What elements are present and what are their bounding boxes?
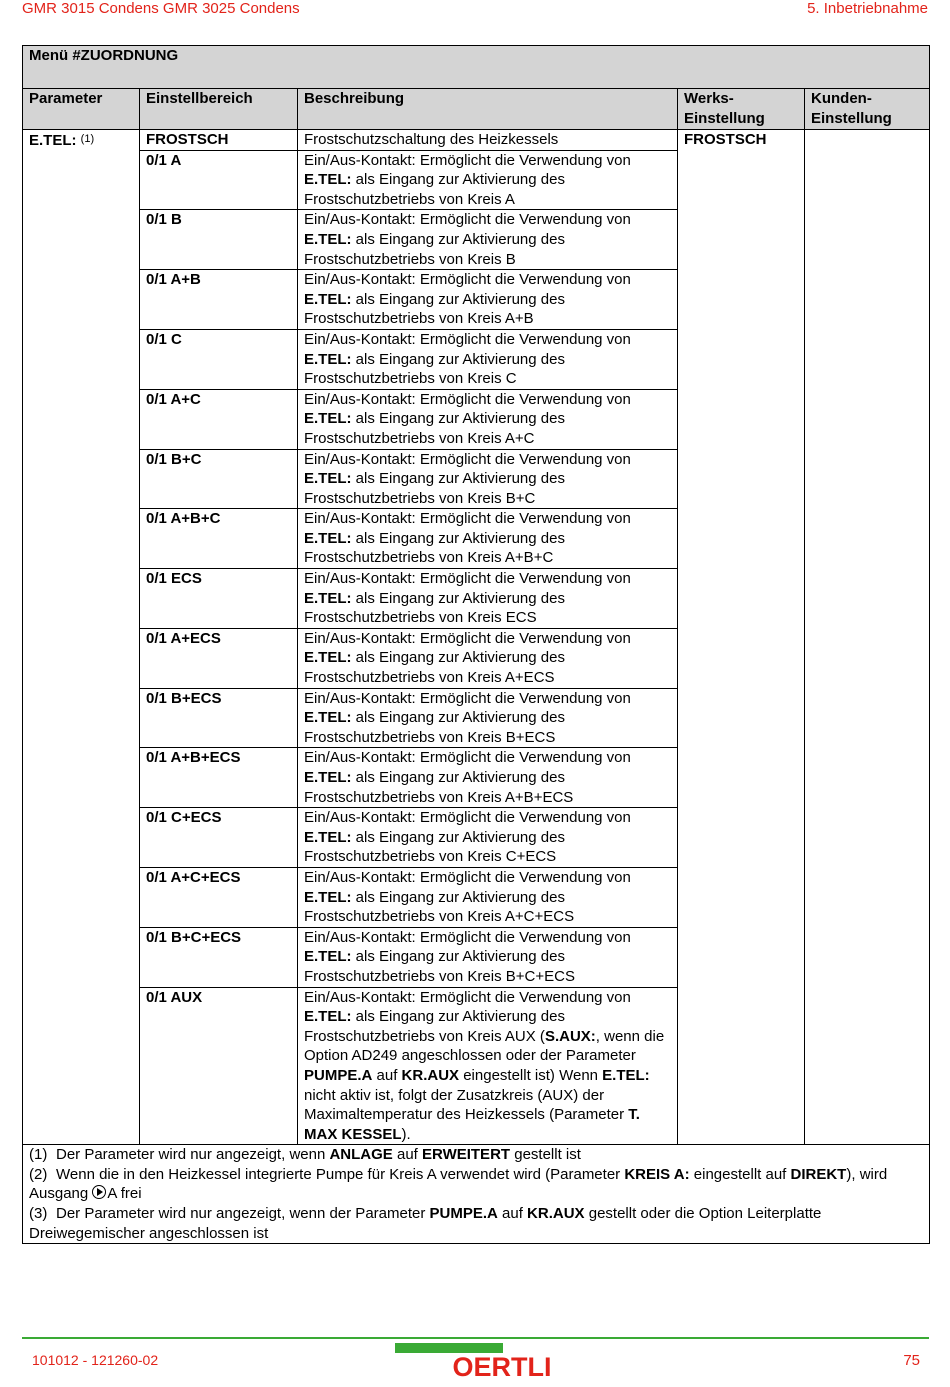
setting-value: 0/1 A+B bbox=[140, 270, 298, 330]
setting-description: Ein/Aus-Kontakt: Ermöglicht die Verwendung von E.TEL: als Eingang zur Aktivierung des Frostschutzbetriebs von Kreis C+ECS bbox=[298, 808, 678, 868]
column-header: Einstellbereich bbox=[140, 89, 298, 130]
zuordnung-table bbox=[22, 45, 930, 1244]
setting-value: 0/1 A bbox=[140, 150, 298, 210]
setting-value: 0/1 C+ECS bbox=[140, 808, 298, 868]
setting-value: FROSTSCH bbox=[140, 130, 298, 151]
setting-description: Ein/Aus-Kontakt: Ermöglicht die Verwendung von E.TEL: als Eingang zur Aktivierung des Frostschutzbetriebs von Kreis A+B+ECS bbox=[298, 748, 678, 808]
setting-description: Ein/Aus-Kontakt: Ermöglicht die Verwendung von E.TEL: als Eingang zur Aktivierung des Frostschutzbetriebs von Kreis B bbox=[298, 210, 678, 270]
doc-number: 101012 - 121260-02 bbox=[32, 1352, 159, 1368]
setting-value: 0/1 A+C+ECS bbox=[140, 867, 298, 927]
setting-description: Ein/Aus-Kontakt: Ermöglicht die Verwendung von E.TEL: als Eingang zur Aktivierung des Frostschutzbetriebs von Kreis B+ECS bbox=[298, 688, 678, 748]
svg-text:OERTLI: OERTLI bbox=[452, 1352, 552, 1379]
play-circle-icon bbox=[92, 1185, 106, 1199]
setting-value: 0/1 B bbox=[140, 210, 298, 270]
footnote: (1) Der Parameter wird nur angezeigt, wenn ANLAGE auf ERWEITERT gestellt ist bbox=[29, 1146, 581, 1164]
setting-value: 0/1 A+ECS bbox=[140, 628, 298, 688]
setting-value: 0/1 B+C bbox=[140, 449, 298, 509]
footnote-ref: (1) bbox=[80, 133, 95, 145]
footer-line bbox=[22, 1337, 929, 1339]
setting-description: Ein/Aus-Kontakt: Ermöglicht die Verwendung von E.TEL: als Eingang zur Aktivierung des Frostschutzbetriebs von Kreis A+ECS bbox=[298, 628, 678, 688]
footnote: (3) Der Parameter wird nur angezeigt, wenn der Parameter PUMPE.A auf KR.AUX gestellt oder die Option Leiterplatte Dreiwegemischer angeschlossen ist bbox=[29, 1205, 822, 1242]
setting-description: Ein/Aus-Kontakt: Ermöglicht die Verwendung von E.TEL: als Eingang zur Aktivierung des Frostschutzbetriebs von Kreis AUX (S.AUX:, wenn die Option AD249 angeschlossen oder der Parameter PUMPE.A auf KR.AUX eingestellt ist) Wenn E.TEL: nicht aktiv ist, folgt der Zusatzkreis (AUX) der Maximaltemperatur des Heizkessels (Parameter T. MAX KESSEL). bbox=[298, 987, 678, 1145]
parameter-cell bbox=[23, 130, 140, 1145]
setting-value: 0/1 B+ECS bbox=[140, 688, 298, 748]
setting-description: Ein/Aus-Kontakt: Ermöglicht die Verwendung von E.TEL: als Eingang zur Aktivierung des Frostschutzbetriebs von Kreis C bbox=[298, 329, 678, 389]
header-section: 5. Inbetriebnahme bbox=[807, 0, 928, 17]
setting-value: 0/1 AUX bbox=[140, 987, 298, 1145]
column-header: Beschreibung bbox=[298, 89, 678, 130]
column-header: Werks-Einstellung bbox=[678, 89, 805, 130]
setting-description: Ein/Aus-Kontakt: Ermöglicht die Verwendung von E.TEL: als Eingang zur Aktivierung des Frostschutzbetriebs von Kreis A+C+ECS bbox=[298, 867, 678, 927]
column-header: Parameter bbox=[23, 89, 140, 130]
setting-description: Ein/Aus-Kontakt: Ermöglicht die Verwendung von E.TEL: als Eingang zur Aktivierung des Frostschutzbetriebs von Kreis A+B+C bbox=[298, 509, 678, 569]
footnotes bbox=[23, 1145, 930, 1244]
setting-description: Frostschutzschaltung des Heizkessels bbox=[298, 130, 678, 151]
setting-description: Ein/Aus-Kontakt: Ermöglicht die Verwendung von E.TEL: als Eingang zur Aktivierung des Frostschutzbetriebs von Kreis A+B bbox=[298, 270, 678, 330]
setting-description: Ein/Aus-Kontakt: Ermöglicht die Verwendung von E.TEL: als Eingang zur Aktivierung des Frostschutzbetriebs von Kreis A+C bbox=[298, 389, 678, 449]
setting-value: 0/1 A+B+ECS bbox=[140, 748, 298, 808]
footnote: (2) Wenn die in den Heizkessel integrierte Pumpe für Kreis A verwendet wird (Parameter KREIS A: eingestellt auf DIREKT), wird Ausgang A frei bbox=[29, 1165, 888, 1203]
menu-title: Menü #ZUORDNUNG bbox=[23, 46, 930, 89]
column-header: Kunden-Einstellung bbox=[805, 89, 930, 130]
setting-value: 0/1 A+B+C bbox=[140, 509, 298, 569]
header-title: GMR 3015 Condens GMR 3025 Condens bbox=[22, 0, 300, 17]
parameter-name: E.TEL: bbox=[29, 132, 77, 149]
oertli-logo bbox=[447, 1351, 557, 1379]
table-row bbox=[23, 130, 930, 151]
setting-value: 0/1 B+C+ECS bbox=[140, 927, 298, 987]
setting-value: 0/1 A+C bbox=[140, 389, 298, 449]
page-number: 75 bbox=[903, 1352, 920, 1369]
factory-setting: FROSTSCH bbox=[678, 130, 805, 1145]
setting-description: Ein/Aus-Kontakt: Ermöglicht die Verwendung von E.TEL: als Eingang zur Aktivierung des Frostschutzbetriebs von Kreis B+C+ECS bbox=[298, 927, 678, 987]
setting-value: 0/1 C bbox=[140, 329, 298, 389]
setting-description: Ein/Aus-Kontakt: Ermöglicht die Verwendung von E.TEL: als Eingang zur Aktivierung des Frostschutzbetriebs von Kreis B+C bbox=[298, 449, 678, 509]
setting-description: Ein/Aus-Kontakt: Ermöglicht die Verwendung von E.TEL: als Eingang zur Aktivierung des Frostschutzbetriebs von Kreis A bbox=[298, 150, 678, 210]
setting-description: Ein/Aus-Kontakt: Ermöglicht die Verwendung von E.TEL: als Eingang zur Aktivierung des Frostschutzbetriebs von Kreis ECS bbox=[298, 569, 678, 629]
customer-setting bbox=[805, 130, 930, 1145]
setting-value: 0/1 ECS bbox=[140, 569, 298, 629]
